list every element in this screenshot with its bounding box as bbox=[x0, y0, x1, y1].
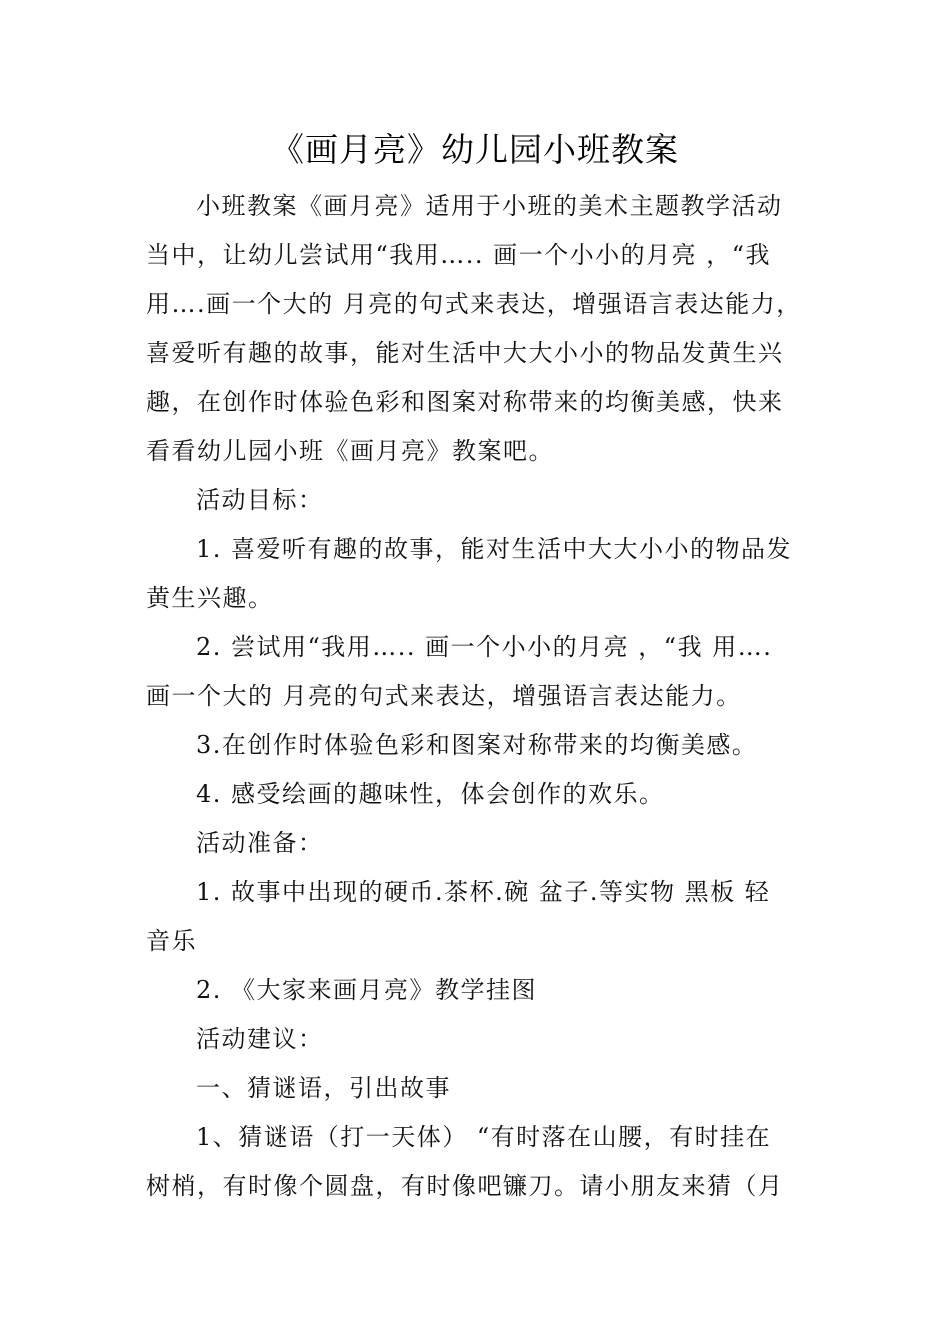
paragraph-line: 当中，让幼儿尝试用“我用….. 画一个小小的月亮 ，“我 bbox=[146, 241, 772, 269]
list-item: 1. 喜爱听有趣的故事，能对生活中大大小小的物品发 bbox=[196, 535, 793, 563]
list-item-continuation: 黄生兴趣。 bbox=[146, 584, 274, 612]
list-item: 4. 感受绘画的趣味性，体会创作的欢乐。 bbox=[196, 780, 665, 808]
section-heading: 活动建议： bbox=[196, 1025, 324, 1053]
list-item: 2. 《大家来画月亮》教学挂图 bbox=[196, 976, 538, 1004]
paragraph-line: 小班教案《画月亮》适用于小班的美术主题教学活动 bbox=[196, 192, 783, 220]
paragraph-line: 趣，在创作时体验色彩和图案对称带来的均衡美感，快来 bbox=[146, 388, 784, 416]
list-item: 1. 故事中出现的硬币.茶杯.碗 盆子.等实物 黑板 轻 bbox=[196, 878, 771, 906]
list-item: 2. 尝试用“我用….. 画一个小小的月亮 ，“我 用…. bbox=[196, 633, 773, 661]
paragraph-line: 看看幼儿园小班《画月亮》教案吧。 bbox=[146, 437, 554, 465]
list-item: 3.在创作时体验色彩和图案对称带来的均衡美感。 bbox=[196, 731, 758, 759]
subsection-heading: 一、猜谜语，引出故事 bbox=[196, 1074, 451, 1102]
list-item: 1、猜谜语（打一天体） “有时落在山腰，有时挂在 bbox=[196, 1123, 772, 1151]
section-heading: 活动准备： bbox=[196, 829, 324, 857]
list-item-continuation: 画一个大的 月亮的句式来表达，增强语言表达能力。 bbox=[146, 682, 742, 710]
list-item-continuation: 树梢，有时像个圆盘，有时像吧镰刀。请小朋友来猜（月 bbox=[146, 1172, 784, 1200]
section-heading: 活动目标： bbox=[196, 486, 324, 514]
document-title: 《画月亮》幼儿园小班教案 bbox=[271, 130, 679, 169]
paragraph-line: 喜爱听有趣的故事，能对生活中大大小小的物品发黄生兴 bbox=[146, 339, 784, 367]
paragraph-line: 用….画一个大的 月亮的句式来表达，增强语言表达能力， bbox=[146, 290, 802, 318]
list-item-continuation: 音乐 bbox=[146, 927, 197, 955]
